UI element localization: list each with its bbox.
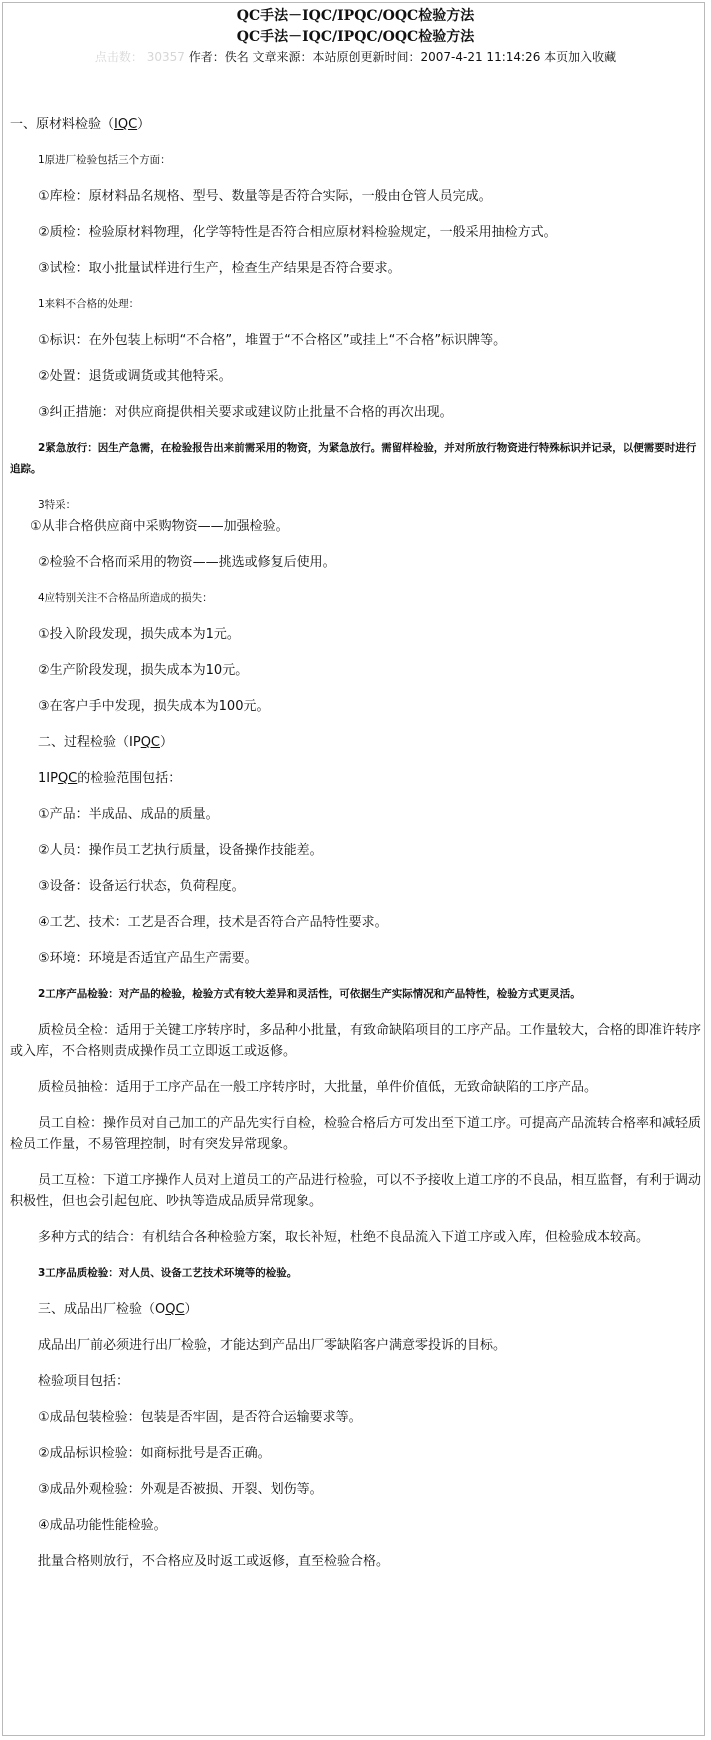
section-heading-iqc: 一、原材料检验（IQC） — [10, 117, 151, 132]
paragraph: ③设备：设备运行状态，负荷程度。 — [38, 879, 245, 894]
paragraph: 2紧急放行：因生产急需，在检验报告出来前需采用的物资，为紧急放行。需留样检验，并对所放行物资进行特殊标识并记录，以便需要时进行追踪。 — [10, 442, 697, 475]
paragraph: ②质检：检验原材料物理，化学等特性是否符合相应原材料检验规定，一般采用抽检方式。 — [38, 225, 557, 240]
paragraph: 质检员抽检：适用于工序产品在一般工序转序时，大批量，单件价值低，无致命缺陷的工序产品。 — [38, 1080, 598, 1095]
iqc-link[interactable]: IQC — [114, 117, 138, 132]
paragraph: ④工艺、技术：工艺是否合理，技术是否符合产品特性要求。 — [38, 915, 388, 930]
section-heading-oqc: 三、成品出厂检验（OQC） — [38, 1302, 198, 1317]
paragraph: ①标识：在外包装上标明“不合格”，堆置于“不合格区”或挂上“不合格”标识牌等。 — [38, 333, 507, 348]
ipqc-link[interactable]: QC — [140, 735, 160, 750]
paragraph: 4应特别关注不合格品所造成的损失： — [38, 592, 213, 604]
paragraph: ①产品：半成品、成品的质量。 — [38, 807, 219, 822]
paragraph: 成品出厂前必须进行出厂检验，才能达到产品出厂零缺陷客户满意零投诉的目标。 — [38, 1338, 507, 1353]
paragraph: ③在客户手中发现，损失成本为100元。 — [38, 699, 270, 714]
paragraph: 批量合格则放行，不合格应及时返工或返修，直至检验合格。 — [38, 1554, 390, 1569]
paragraph: 3特采： — [38, 499, 77, 511]
paragraph: ④成品功能性能检验。 — [38, 1518, 167, 1533]
qc-link[interactable]: QC — [57, 771, 78, 786]
meta-info[interactable]: 作者：佚名 文章来源：本站原创更新时间：2007-4-21 11:14:26 本页加入收藏 — [188, 50, 617, 64]
paragraph: 员工互检：下道工序操作人员对上道员工的产品进行检验，可以不予接收上道工序的不良品，相互监督，有利于调动积极性，但也会引起包庇、吵执等造成品质异常现象。 — [10, 1173, 702, 1209]
paragraph: 1原进厂检验包括三个方面： — [38, 154, 171, 166]
article-meta — [0, 48, 711, 66]
paragraph: ①从非合格供应商中采购物资——加强检验。 — [30, 519, 289, 534]
paragraph: 多种方式的结合：有机结合各种检验方案，取长补短，杜绝不良品流入下道工序或入库，但检验成本较高。 — [38, 1230, 650, 1245]
paragraph: 3工序品质检验：对人员、设备工艺技术环境等的检验。 — [38, 1267, 298, 1279]
hits-count: 30357 — [146, 50, 185, 64]
article-body — [10, 100, 701, 1572]
paragraph: ①库检：原材料品名规格、型号、数量等是否符合实际，一般由仓管人员完成。 — [38, 189, 492, 204]
hits-label: 点击数： — [94, 50, 143, 64]
paragraph: ②成品标识检验：如商标批号是否正确。 — [38, 1446, 271, 1461]
paragraph: 2工序产品检验：对产品的检验，检验方式有较大差异和灵活性，可依据生产实际情况和产品特性，检验方式更灵活。 — [38, 988, 581, 1000]
paragraph: 1IPQC的检验范围包括： — [38, 771, 182, 786]
paragraph: ③成品外观检验：外观是否被损、开裂、划伤等。 — [38, 1482, 323, 1497]
section-heading-ipqc: 二、过程检验（IPQC） — [38, 735, 174, 750]
paragraph: ③纠正措施：对供应商提供相关要求或建议防止批量不合格的再次出现。 — [38, 405, 453, 420]
paragraph: ②检验不合格而采用的物资——挑选或修复后使用。 — [38, 555, 336, 570]
oqc-link[interactable]: QC — [165, 1302, 185, 1317]
paragraph: 1来料不合格的处理： — [38, 298, 140, 310]
paragraph: 员工自检：操作员对自己加工的产品先实行自检，检验合格后方可发出至下道工序。可提高产品流转合格率和减轻质检员工作量，不易管理控制，时有突发异常现象。 — [10, 1116, 702, 1152]
page-title: QC手法－IQC/IPQC/OQC检验方法 — [236, 8, 475, 24]
paragraph: ①投入阶段发现，损失成本为1元。 — [38, 627, 240, 642]
paragraph: ①成品包装检验：包装是否牢固，是否符合运输要求等。 — [38, 1410, 362, 1425]
paragraph: ⑤环境：环境是否适宜产品生产需要。 — [38, 951, 258, 966]
paragraph: ②人员：操作员工艺执行质量，设备操作技能差。 — [38, 843, 323, 858]
paragraph: ③试检：取小批量试样进行生产，检查生产结果是否符合要求。 — [38, 261, 401, 276]
paragraph: 检验项目包括： — [38, 1374, 130, 1389]
paragraph: ②处置：退货或调货或其他特采。 — [38, 369, 232, 384]
page-subtitle: QC手法－IQC/IPQC/OQC检验方法 — [236, 29, 475, 45]
paragraph: ②生产阶段发现，损失成本为10元。 — [38, 663, 249, 678]
paragraph: 质检员全检：适用于关键工序转序时，多品种小批量，有致命缺陷项目的工序产品。工作量较大，合格的即准许转序或入库，不合格则责成操作员工立即返工或返修。 — [10, 1023, 702, 1059]
